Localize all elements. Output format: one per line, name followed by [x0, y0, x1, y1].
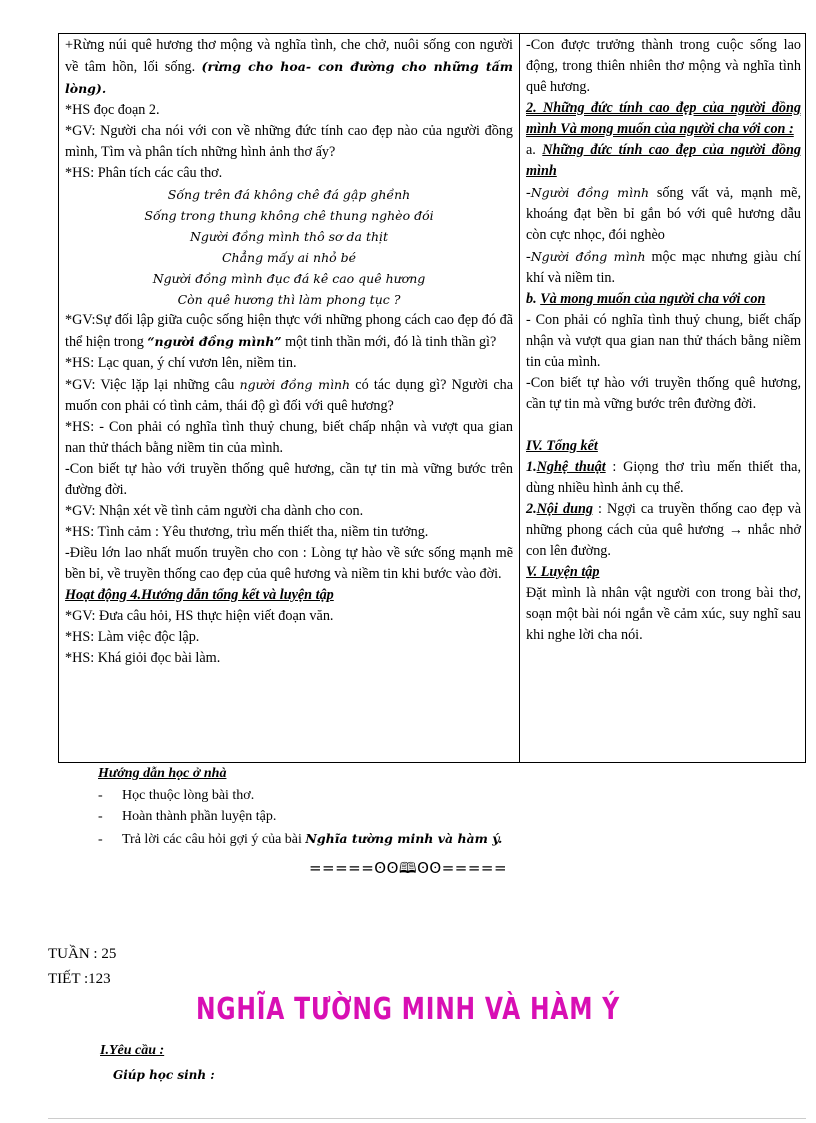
period-label: TIẾT :123	[48, 971, 111, 987]
text-line: *GV: Nhận xét về tình cảm người cha dành cho con.	[65, 503, 364, 519]
text-line: *GV: Đưa câu hỏi, HS thực hiện viết đoạn văn.	[65, 608, 334, 624]
text-line: 1.Nghệ thuật : Giọng thơ trìu mến thiết tha, dùng nhiều hình ảnh cụ thể.	[526, 459, 801, 496]
text-line: -Người đồng mình sống vất vả, mạnh mẽ, khoáng đạt bền bỉ gắn bó với quê hương dẫu còn cực nhọc, đói nghèo	[526, 185, 801, 243]
text-line: -Con được trưởng thành trong cuộc sống lao động, trong thiên nhiên thơ mộng và nghĩa tình quê hương.	[526, 37, 801, 95]
text-line: b. Và mong muốn của người cha với con	[526, 291, 766, 307]
poem-line: Người đồng mình thô sơ da thịt	[189, 229, 389, 244]
poem-line: Chẳng mấy ai nhỏ bé	[221, 250, 357, 265]
poem-line: Sống trên đá không chê đá gập ghềnh	[167, 187, 411, 202]
page-bottom-rule	[48, 1118, 806, 1119]
text-line: -Điều lớn lao nhất muốn truyền cho con : Lòng tự hào về sức sống mạnh mẽ bền bỉ, về truyền thống cao đẹp của quê hương và niềm tin khi bước vào đời.	[65, 545, 513, 582]
text-line: *HS: Phân tích các câu thơ.	[65, 165, 223, 181]
activity-heading: Hoạt động 4.Hướng dẫn tổng kết và luyện tập	[65, 587, 334, 603]
text-line: -Con biết tự hào với truyền thống quê hương, cần tự tin mà vững bước trên đường đời.	[65, 461, 513, 498]
poem-line: Người đồng mình đục đá kê cao quê hương	[152, 271, 426, 286]
homework-item: - Trả lời các câu hỏi gợi ý của bài Nghĩa tường minh và hàm ý.	[98, 831, 503, 847]
section-heading: V. Luyện tập	[526, 564, 600, 580]
lesson-title: NGHĨA TƯỜNG MINH VÀ HÀM Ý	[196, 992, 620, 1027]
homework-item: - Hoàn thành phần luyện tập.	[98, 809, 277, 824]
spacer	[526, 415, 801, 436]
text-line: *HS: Khá giỏi đọc bài làm.	[65, 650, 221, 666]
teacher-student-activities-column	[59, 34, 520, 762]
section-heading: 2. Những đức tính cao đẹp của người đồng mình Và mong muốn của người cha với con :	[526, 100, 801, 137]
text-line: *HS: Làm việc độc lập.	[65, 629, 200, 645]
text-line: *HS: - Con phải có nghĩa tình thuỷ chung, biết chấp nhận và vượt qua gian nan thử thách bằng niềm tin của mình.	[65, 419, 513, 456]
requirements-subheading: Giúp học sinh :	[113, 1068, 215, 1082]
poem-line: Sống trong thung không chê thung nghèo đói	[144, 208, 434, 223]
text-line: *HS: Lạc quan, ý chí vươn lên, niềm tin.	[65, 355, 297, 371]
text-line: *HS đọc đoạn 2.	[65, 102, 160, 118]
ornamental-separator: =====ʘʘ🕮ʘʘ=====	[308, 859, 508, 877]
homework-heading: Hướng dẫn học ở nhà	[98, 766, 227, 781]
text-line: *GV: Người cha nói với con về những đức tính cao đẹp nào của người đồng mình, Tìm và phân tích những hình ảnh thơ ấy?	[65, 123, 513, 160]
text-line: -Con biết tự hào với truyền thống quê hương, cần tự tin mà vững bước trên đường đời.	[526, 375, 801, 412]
homework-item: - Học thuộc lòng bài thơ.	[98, 788, 255, 803]
arrow-icon: →	[728, 522, 743, 538]
week-label: TUẦN : 25	[48, 946, 117, 962]
lesson-table	[58, 33, 806, 763]
poem-line: Còn quê hương thì làm phong tục ?	[177, 292, 401, 307]
text-line: +Rừng núi quê hương thơ mộng và nghĩa tình, che chở, nuôi sống con người về tâm hồn, lối sống. (rừng cho hoa- con đường cho những tấm lòng).	[65, 37, 514, 96]
text-line: 2.Nội dung : Ngợi ca truyền thống cao đẹp và những phong cách của quê hương → nhắc nhở con lên đường.	[526, 501, 802, 559]
text-line: -Người đồng mình mộc mạc nhưng giàu chí khí và niềm tin.	[526, 249, 801, 286]
lesson-content-column	[520, 34, 805, 762]
text-line: - Con phải có nghĩa tình thuỷ chung, biết chấp nhận và vượt qua gian nan thử thách bằng niềm tin của mình.	[526, 312, 801, 370]
text-line: *GV: Việc lặp lại những câu người đồng mình có tác dụng gì? Người cha muốn con phải có tình cảm, thái độ gì đối với quê hương?	[65, 377, 514, 414]
section-heading: IV. Tổng kết	[526, 438, 598, 454]
text-line: *HS: Tình cảm : Yêu thương, trìu mến thiết tha, niềm tin tưởng.	[65, 524, 429, 540]
text-line: a. Những đức tính cao đẹp của người đồng mình	[526, 142, 801, 179]
text-line: *GV:Sự đối lập giữa cuộc sống hiện thực với những phong cách cao đẹp đó đã thể hiện trong “người đồng mình” một tinh thần mới, đó là tinh thần gì?	[65, 312, 513, 350]
requirements-heading: I.Yêu cầu :	[100, 1043, 165, 1058]
text-line: Đặt mình là nhân vật người con trong bài thơ, soạn một bài nói ngắn về cảm xúc, suy nghĩ sau khi nghe lời cha nói.	[526, 585, 801, 643]
